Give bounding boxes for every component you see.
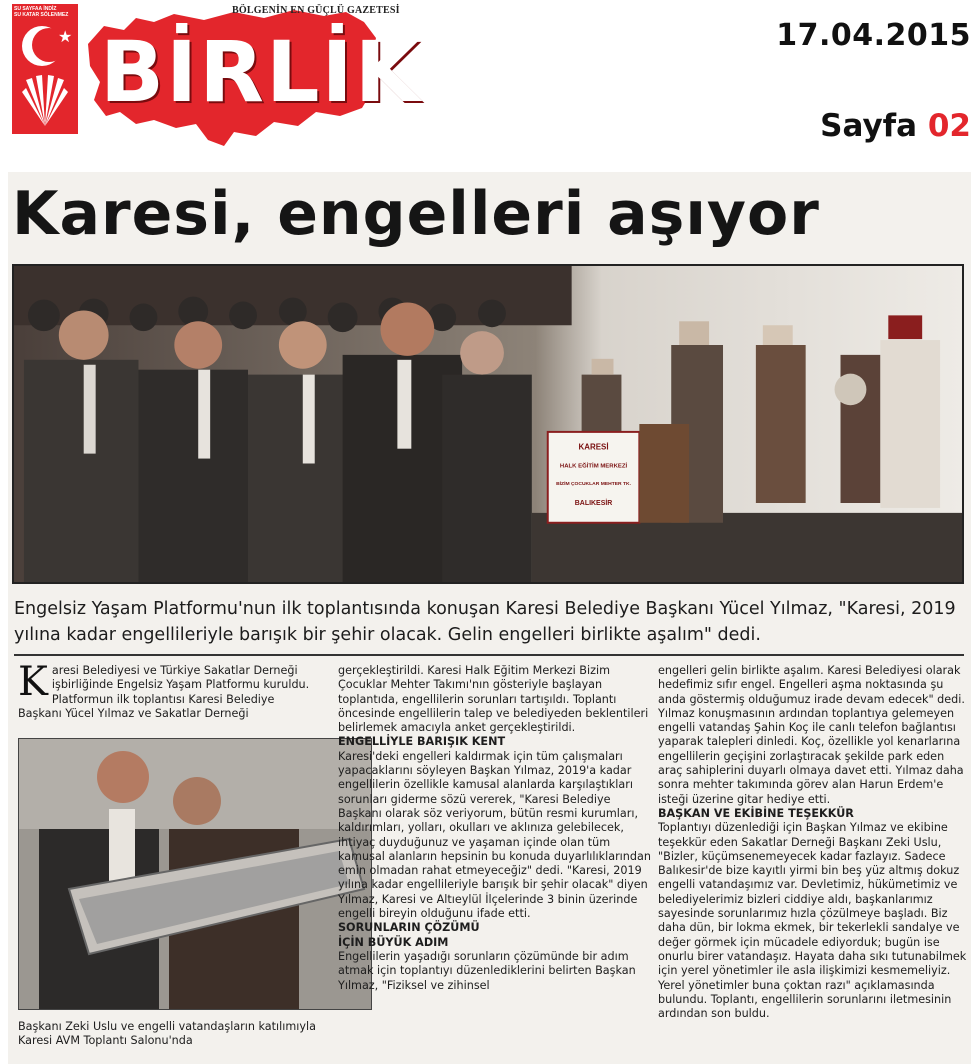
subheading: SORUNLARIN ÇÖZÜMÜ <box>338 921 480 935</box>
flag-slogan-line-2: SU KATAR SÖLENMEZ <box>14 12 69 18</box>
page-number <box>820 108 971 144</box>
newspaper-clipping <box>8 172 971 1064</box>
page-number-value: 02 <box>927 108 971 144</box>
banner-line-1: KARESİ <box>578 442 609 452</box>
flag-slogan <box>14 6 76 18</box>
article-column-1-top <box>18 664 318 724</box>
page-label: Sayfa <box>820 108 918 144</box>
issue-date: 17.04.2015 <box>776 18 971 53</box>
article-paragraph: gerçekleştirildi. Karesi Halk Eğitim Merkezi Bizim Çocuklar Mehter Takımı'nın gösteriyle başlayan toplantıda, engellilerin sorunları tartışıldı. Toplantı öncesinde engellilerin talep ve belediyeden beklentileri belirlemek amacıyla anket gerçekleştirildi. <box>338 664 649 735</box>
photo-caption: Engelsiz Yaşam Platformu'nun ilk toplantısında konuşan Karesi Belediye Başkanı Yücel Yılmaz, "Karesi, 2019 yılına kadar engellileriyle barışık bir şehir olacak. Gelin engelleri birlikte aşalım" dedi. <box>14 599 956 645</box>
drop-cap: K <box>18 664 48 705</box>
article-paragraph: Karesi'deki engelleri kaldırmak için tüm çalışmaları yapacaklarını söyleyen Başkan Yılmaz, 2019'a kadar engellilerin özellikle kamusal alanlarda karşılaştıkları sorunları giderme sözü vererek, "Karesi Belediye Başkanı olarak söz veriyorum, bütün resmi kurumları, kaldırımları, yolları, okulları ve aklınıza gelebilecek, ihtiyaç duyduğunuz ve yaşaman içinde olan tüm kamusal alanların hepsinin bu konuda duyarlılıklarından emin olmadan rahat etmeyeceğiz" dedi. "Karesi, 2019 yılına kadar engellileriyle barışık bir şehir olacak" diyen Yılmaz, Karesi ve Altıeylül İlçelerinde 3 binin üzerinde engelli bireyin olduğunu ifade etti. <box>338 749 651 921</box>
star-icon: ★ <box>58 29 73 46</box>
newspaper-logo: BİRLİK <box>100 23 422 121</box>
flag-emblem <box>12 4 78 134</box>
article-paragraph: engelleri gelin birlikte aşalım. Karesi Belediyesi olarak hedefimiz sıfır engel. Engelleri aşma noktasında şu anda göstermiş olduğumuz irade devam edecek" dedi. Yılmaz konuşmasının ardından toplantıya gelemeyen engelli vatandaş Şahin Koç ile canlı telefon bağlantısı yaparak talepleri dinledi. Koç, özellikle yol kenarlarına engellilerin geçişini zorlaştıracak şekilde park eden araç sahiplerini duyarlı olmaya davet etti. Yılmaz daha sonra mehter takımında görev alan Harun Erdem'e isteği üzerine gitar hediye etti. <box>658 664 965 806</box>
article-headline: Karesi, engelleri aşıyor <box>12 179 820 249</box>
flag-slogan-line-1: SU SAYFAA İNDİZ <box>14 6 57 12</box>
subheading: ENGELLİYLE BARIŞIK KENT <box>338 735 506 749</box>
banner-line-2: HALK EĞİTİM MERKEZİ <box>559 463 628 470</box>
masthead <box>0 0 973 170</box>
article-paragraph: Engellilerin yaşadığı sorunların çözümünde bir adım atmak için toplantıyı düzenlediklerini belirten Başkan Yılmaz, "Fiziksel ve zihinsel <box>338 949 636 992</box>
article-paragraph: Toplantıyı düzenlediği için Başkan Yılmaz ve ekibine teşekkür eden Sakatlar Derneği Başkanı Zeki Uslu, "Bizler, küçümsenemeyecek kadar fazlayız. Sadece Balıkesir'de bize kayıtlı yirmi bin beş yüz altmış dokuz engelli vatandaşımız var. Devletimiz, hükümetimiz ve belediyelerimiz bizleri ciddiye aldı, başkanlarımız sayesinde sorunlarımız hızla çözülmeye başladı. Biz daha dün, bir lokma ekmek, bir tekerlekli sandalye ve değer görmek için mücadele ediyorduk; bugün ise onurlu birer vatandaşız. Hayata daha sıkı tutunabilmek için yerel yönetimler ile asla ilişkimizi kesmemeliyiz. Yerel yönetimler buna çoktan razı" açıklamasında bulundu. Toplantı, engellilerin sorunlarını iletmesinin ardından son buldu. <box>658 821 967 1021</box>
tagline: BÖLGENİN EN GÜÇLÜ GAZETESİ <box>232 5 400 16</box>
gift-photo <box>18 738 372 1010</box>
article-text: aresi Belediyesi ve Türkiye Sakatlar Derneği işbirliğinde Engelsiz Yaşam Platformu kuruldu. Platformun ilk toplantısı Karesi Belediye Başkanı Yücel Yılmaz ve Sakatlar Derneği <box>18 664 310 720</box>
event-photo <box>12 264 964 584</box>
subheading: İÇİN BÜYÜK ADIM <box>338 935 449 949</box>
subheading: BAŞKAN VE EKİBİNE TEŞEKKÜR <box>658 806 854 820</box>
banner-line-4: BALIKESİR <box>574 499 613 507</box>
divider <box>14 654 964 656</box>
rays-icon <box>20 72 70 126</box>
banner-line-3: BİZİM ÇOCUKLAR MEHTER TK. <box>556 482 632 488</box>
article-column-3 <box>658 664 968 1064</box>
photo2-caption: Başkanı Zeki Uslu ve engelli vatandaşların katılımıyla Karesi AVM Toplantı Salonu'nda <box>18 1020 316 1048</box>
article-column-2 <box>338 664 654 1064</box>
